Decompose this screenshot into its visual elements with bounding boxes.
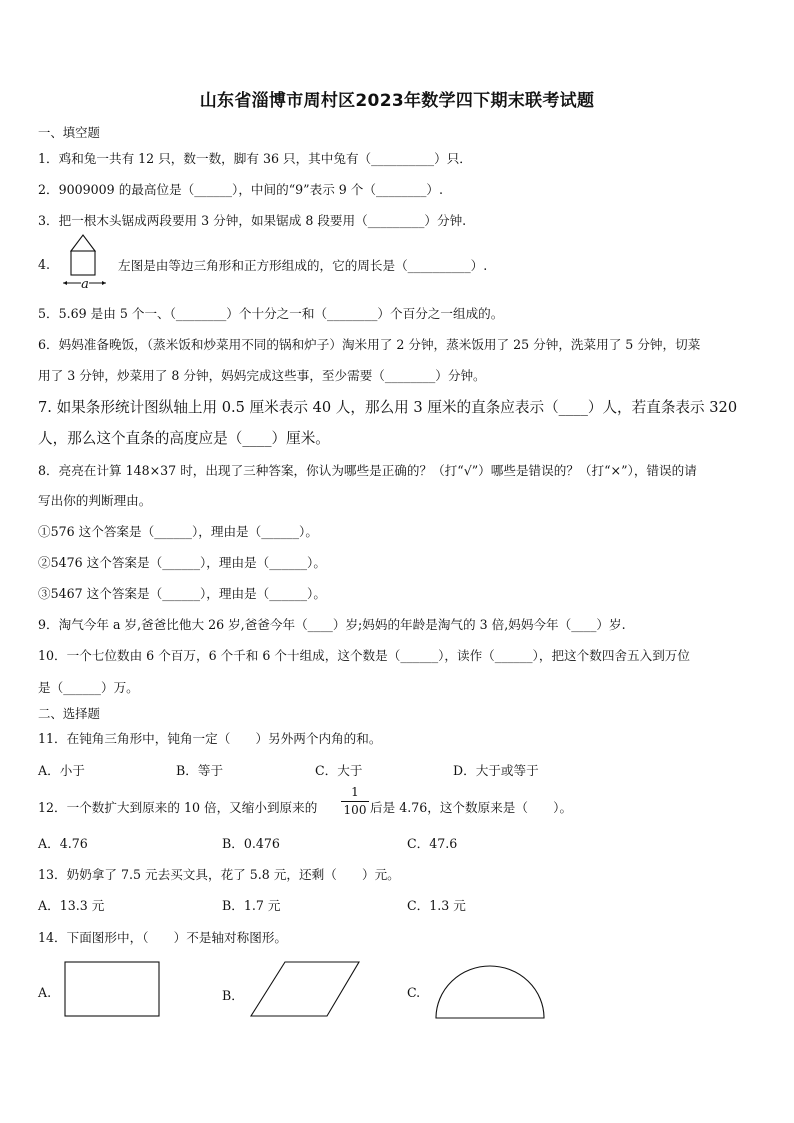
- page-title: 山东省淄博市周村区2023年数学四下期末联考试题: [199, 91, 595, 111]
- q14-option-a-label: A.: [38, 985, 52, 1000]
- question-2: 2．9009009 的最高位是（______），中间的“9”表示 9 个（________）.: [38, 182, 443, 197]
- question-14: 14．下面图形中，（ ）不是轴对称图形。: [38, 930, 288, 945]
- q13-option-a: A．13.3 元: [38, 898, 105, 913]
- q11-option-c: C．大于: [315, 763, 363, 778]
- semicircle-figure: [430, 962, 550, 1024]
- q14-option-c-label: C.: [407, 985, 421, 1000]
- question-1: 1．鸡和兔一共有 12 只，数一数，脚有 36 只，其中兔有（__________）只．: [38, 151, 472, 166]
- parallelogram-figure: [245, 958, 365, 1020]
- fraction-one-hundredth: [341, 785, 369, 818]
- question-4-number: 4.: [38, 257, 51, 272]
- question-6-line-2: 用了 3 分钟，炒菜用了 8 分钟，妈妈完成这些事，至少需要（________）分钟。: [38, 368, 486, 383]
- fraction-bar: [341, 801, 369, 802]
- question-10-line-2: 是（______）万。: [38, 680, 139, 695]
- q13-option-b: B．1.7 元: [222, 898, 281, 913]
- q12-option-a: A．4.76: [38, 836, 88, 851]
- question-13: 13．奶奶拿了 7.5 元去买文具，花了 5.8 元，还剩（ ）元。: [38, 867, 400, 882]
- section-heading-choice: 二、选择题: [38, 706, 100, 721]
- q11-option-b: B．等于: [176, 763, 224, 778]
- question-12-prefix: 12．一个数扩大到原来的 10 倍，又缩小到原来的: [38, 800, 318, 815]
- figure-side-label: a: [81, 277, 89, 291]
- question-8-item-2: ②5476 这个答案是（______），理由是（______）。: [38, 555, 326, 570]
- question-8-line-2: 写出你的判断理由。: [38, 493, 152, 508]
- question-8-item-1: ①576 这个答案是（______），理由是（______）。: [38, 524, 318, 539]
- q12-option-b: B．0.476: [222, 836, 280, 851]
- question-3: 3．把一根木头锯成两段要用 3 分钟，如果锯成 8 段要用（_________）分钟.: [38, 213, 467, 228]
- question-12-suffix: 后是 4.76，这个数原来是（ ）。: [370, 800, 573, 815]
- question-6-line-1: 6．妈妈准备晚饭，（蒸米饭和炒菜用不同的锅和炉子）淘米用了 2 分钟，蒸米饭用了 25 分钟，洗菜用了 5 分钟，切菜: [38, 337, 701, 352]
- triangle-square-figure: [62, 233, 114, 291]
- question-7-line-2: 人，那么这个直条的高度应是（____）厘米。: [38, 430, 330, 447]
- question-7-line-1: 7. 如果条形统计图纵轴上用 0.5 厘米表示 40 人，那么用 3 厘米的直条应表示（____）人，若直条表示 320: [38, 399, 738, 416]
- question-8-item-3: ③5467 这个答案是（______），理由是（______）。: [38, 586, 326, 601]
- question-8-line-1: 8．亮亮在计算 148×37 时，出现了三种答案，你认为哪些是正确的？（打“√”）哪些是错误的？（打“×”），错误的请: [38, 463, 697, 478]
- question-5: 5．5.69 是由 5 个一、（________）个十分之一和（________）个百分之一组成的。: [38, 306, 504, 321]
- question-4-text: 左图是由等边三角形和正方形组成的，它的周长是（__________）.: [118, 258, 488, 273]
- fraction-denominator: 100: [343, 803, 367, 817]
- question-9: 9．淘气今年 a 岁,爸爸比他大 26 岁,爸爸今年（____）岁;妈妈的年龄是淘气的 3 倍,妈妈今年（____）岁.: [38, 617, 626, 632]
- q13-option-c: C．1.3 元: [407, 898, 466, 913]
- q14-option-b-label: B．: [222, 988, 244, 1003]
- rectangle-figure: [60, 958, 164, 1020]
- question-10-line-1: 10．一个七位数由 6 个百万，6 个千和 6 个十组成，这个数是（______），读作（______），把这个数四舍五入到万位: [38, 648, 690, 663]
- q12-option-c: C．47.6: [407, 836, 458, 851]
- fraction-numerator: 1: [351, 785, 359, 799]
- section-heading-fill-blank: 一、填空题: [38, 125, 100, 140]
- q11-option-d: D．大于或等于: [453, 763, 539, 778]
- q11-option-a: A．小于: [38, 763, 85, 778]
- question-11: 11．在钝角三角形中，钝角一定（ ）另外两个内角的和。: [38, 731, 382, 746]
